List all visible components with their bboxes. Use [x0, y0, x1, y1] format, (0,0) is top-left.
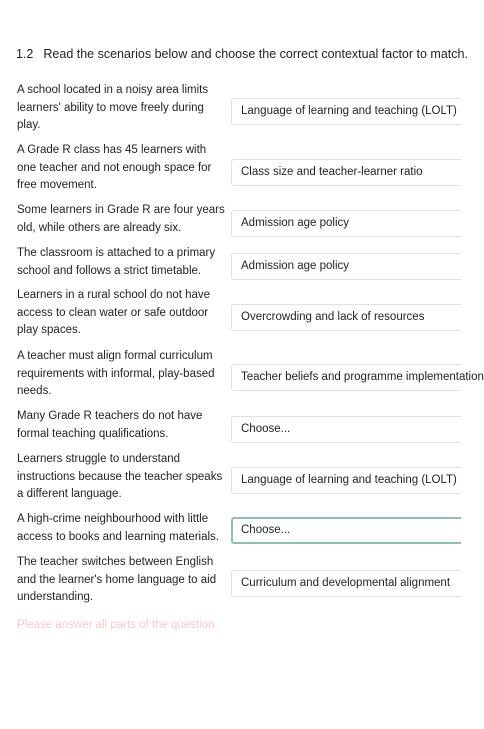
factor-select[interactable]: Language of learning and teaching (LOLT) — [231, 467, 461, 494]
factor-select[interactable]: Teacher beliefs and programme implementation — [231, 364, 461, 391]
question-heading — [16, 47, 468, 61]
scenario-text: Learners in a rural school do not have access to clean water or safe outdoor play spaces. — [17, 289, 211, 336]
scenario-text: The teacher switches between English and the learner's home language to aid understanding. — [17, 556, 217, 603]
factor-select-focused[interactable]: Choose... — [231, 517, 461, 544]
factor-select[interactable]: Curriculum and developmental alignment — [231, 570, 461, 597]
scenario-text: The classroom is attached to a primary school and follows a strict timetable. — [17, 247, 216, 277]
question-number: 1.2 — [16, 47, 34, 61]
question-text: Read the scenarios below and choose the correct contextual factor to match. — [43, 47, 468, 61]
factor-select[interactable]: Admission age policy — [231, 253, 461, 280]
scenario-text: Many Grade R teachers do not have formal teaching qualifications. — [17, 410, 203, 440]
scenario-text: Learners struggle to understand instructions because the teacher speaks a different language. — [17, 453, 223, 500]
factor-select[interactable]: Language of learning and teaching (LOLT) — [231, 98, 461, 125]
factor-select[interactable]: Choose... — [231, 416, 461, 443]
scenario-text: A teacher must align formal curriculum requirements with informal, play-based needs. — [17, 350, 215, 397]
validation-error: Please answer all parts of the question. — [17, 619, 218, 631]
scenario-text: A school located in a noisy area limits learners' ability to move freely during play. — [17, 84, 209, 131]
factor-select[interactable]: Class size and teacher-learner ratio — [231, 159, 461, 186]
scenario-text: Some learners in Grade R are four years old, while others are already six. — [17, 204, 225, 234]
scenario-text: A Grade R class has 45 learners with one teacher and not enough space for free movement. — [17, 144, 212, 191]
scenario-text: A high-crime neighbourhood with little access to books and learning materials. — [17, 513, 219, 543]
factor-select[interactable]: Admission age policy — [231, 210, 461, 237]
factor-select[interactable]: Overcrowding and lack of resources — [231, 304, 461, 331]
